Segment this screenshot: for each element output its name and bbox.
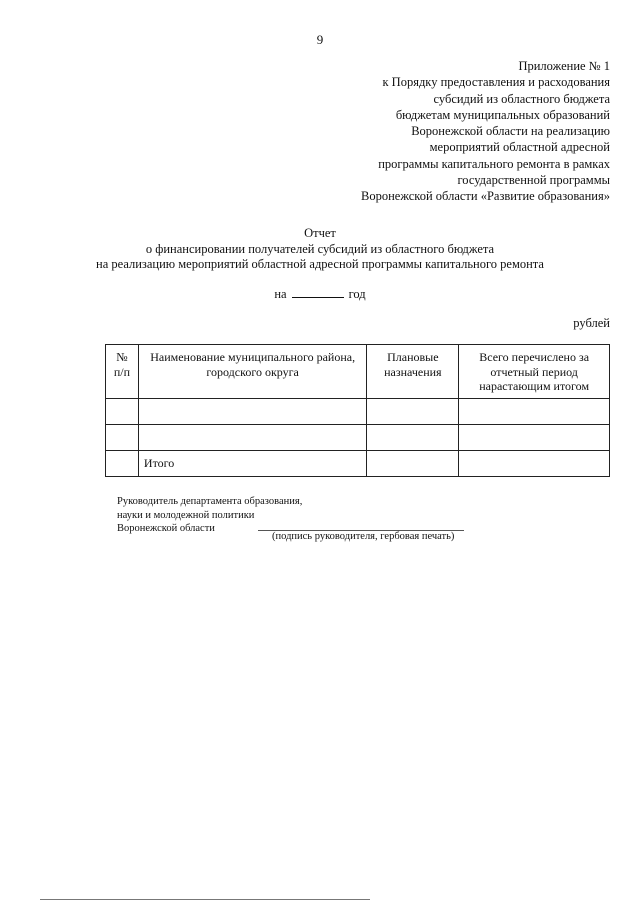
period-prefix: на <box>274 287 287 301</box>
appendix-line: Приложение № 1 <box>518 59 610 73</box>
table-row <box>106 425 610 451</box>
table-total-row <box>106 451 610 477</box>
table-header-row <box>106 345 610 399</box>
table-cell <box>367 399 459 425</box>
table-cell <box>459 399 610 425</box>
table-cell <box>367 451 459 477</box>
footer-rule <box>40 899 370 900</box>
title-line: о финансировании получателей субсидий из областного бюджета <box>145 241 495 256</box>
signature-line: Руководитель департамента образования, <box>117 496 303 507</box>
header-number: № п/п <box>106 345 139 399</box>
signature-caption: (подпись руководителя, гербовая печать) <box>272 531 455 542</box>
appendix-line: государственной программы <box>457 173 610 188</box>
title-line: на реализацию мероприятий областной адресной программы капитального ремонта <box>96 257 544 271</box>
currency-units: рублей <box>573 316 610 330</box>
table-cell <box>459 451 610 477</box>
header-total-transferred: Всего перечислено за отчетный период нарастающим итогом <box>459 345 610 399</box>
total-label: Итого <box>138 451 366 477</box>
appendix-line: бюджетам муниципальных образований <box>395 107 610 122</box>
table-cell <box>367 425 459 451</box>
signature-line: Воронежской области <box>117 523 215 534</box>
report-table <box>105 344 610 477</box>
table-cell <box>106 399 139 425</box>
table-cell <box>138 425 366 451</box>
appendix-line: Воронежской области на реализацию <box>411 124 610 139</box>
page-number: 9 <box>316 32 324 47</box>
title-line: Отчет <box>304 226 336 240</box>
report-title <box>0 226 640 273</box>
header-municipality: Наименование муниципального района, городского округа <box>138 345 366 399</box>
appendix-line: субсидий из областного бюджета <box>433 91 610 106</box>
appendix-note <box>280 58 610 205</box>
signature-line: науки и молодежной политики <box>117 509 255 521</box>
appendix-line: мероприятий областной адресной <box>429 140 610 155</box>
appendix-line: Воронежской области «Развитие образования» <box>361 189 610 204</box>
appendix-line: к Порядку предоставления и расходования <box>382 75 610 90</box>
table-cell <box>459 425 610 451</box>
period-year-blank <box>292 286 344 298</box>
report-period <box>0 286 640 302</box>
table-row <box>106 399 610 425</box>
appendix-line: программы капитального ремонта в рамках <box>378 156 610 171</box>
table-cell <box>106 425 139 451</box>
table-cell <box>106 451 139 477</box>
table-cell <box>138 399 366 425</box>
period-suffix: год <box>348 287 366 301</box>
header-planned: Плановые назначения <box>367 345 459 399</box>
